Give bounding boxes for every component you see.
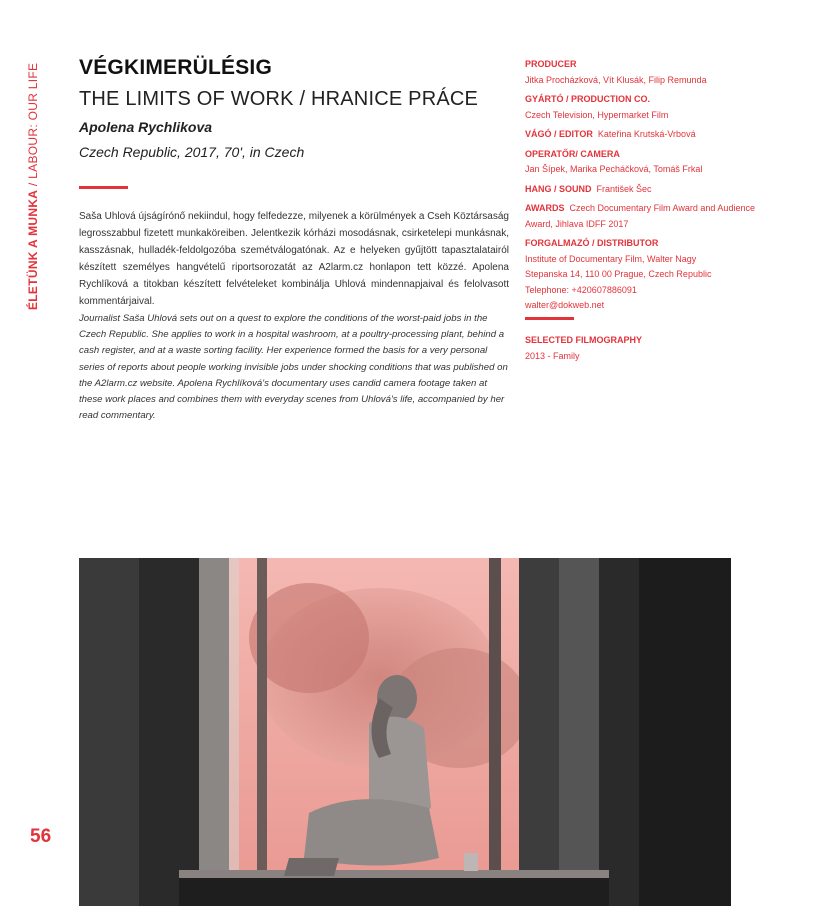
- description-english: Journalist Saša Uhlová sets out on a quest to explore the conditions of the worst-paid jobs in the Czech Republic. She applies to work in a hospital washroom, at a poultry-processing plant, behind a cash register, and at a waste sorting facility. Her experience formed the basis for a very personal series of reports about people working invisible jobs under shocking conditions that was published on the A2larm.cz website. Apolena Rychlíková's documentary uses candid camera footage taken at these work places and combines them with everyday scenes from Uhlová's life, accompanied by her read commentary.: [79, 313, 508, 422]
- producer-label: PRODUCER: [525, 59, 577, 69]
- film-title-english: THE LIMITS OF WORK / HRANICE PRÁCE: [79, 88, 479, 110]
- production-value: Czech Television, Hypermarket Film: [525, 109, 669, 120]
- distributor-label: FORGALMAZÓ / DISTRIBUTOR: [525, 238, 659, 248]
- director-name: Apolena Rychlikova: [79, 119, 213, 135]
- description-hungarian: Saša Uhlová újságírónő nekiindul, hogy felfedezze, milyenek a körülmények a Cseh Köztársaság legrosszabbul fizetett munkaköreiben. Jelentkezik kórházi mosodásnak, csirketelepi munkásnak, kasszásnak, hulladék-feldolgozóba szemétválogatónak. Az e helyeken gyűjtött tapasztalatairól készített személyes hangvételű riportsorozatát az A2larm.cz honlapon tett közzé. Apolena Rychlíková a titokban készített felvételeket kombinálja Uhlová mindennapjaival és felolvasott kommentárjaival.: [79, 211, 509, 307]
- page-number: 56: [30, 826, 52, 847]
- editor-row: [525, 127, 755, 143]
- sound-value: František Šec: [596, 183, 652, 194]
- film-still: [79, 558, 731, 906]
- section-label-bold: ÉLETÜNK A MUNKA: [26, 189, 40, 310]
- awards-value: Czech Documentary Film Award and Audience Award, Jihlava IDFF 2017: [525, 203, 755, 229]
- filmography-value: 2013 - Family: [525, 350, 580, 361]
- title-divider: [79, 186, 128, 189]
- sound-row: [525, 182, 755, 198]
- section-label-rest: / LABOUR: OUR LIFE: [26, 62, 40, 190]
- distributor-email: walter@dokweb.net: [525, 300, 605, 310]
- film-title-hungarian: VÉGKIMERÜLÉSIG: [79, 56, 272, 79]
- editor-label: VÁGÓ / EDITOR: [525, 129, 593, 139]
- section-label: [26, 63, 40, 310]
- production-label: GYÁRTÓ / PRODUCTION CO.: [525, 94, 651, 104]
- camera-label: OPERATŐR/ CAMERA: [525, 148, 620, 159]
- awards-label: AWARDS: [525, 203, 565, 213]
- editor-value: Kateřina Krutská-Vrbová: [597, 129, 696, 139]
- film-still-illustration: [79, 558, 731, 906]
- filmography-label: SELECTED FILMOGRAPHY: [525, 335, 643, 345]
- camera-value: Jan Šípek, Marika Pecháčková, Tomáš Frkal: [525, 164, 703, 174]
- filmography-block: [525, 333, 755, 364]
- distributor-phone: Telephone: +420607886091: [525, 284, 637, 295]
- distributor-line: Institute of Documentary Film, Walter Nagy: [525, 253, 697, 264]
- producer-value: Jitka Procházková, Vít Klusák, Filip Remunda: [525, 74, 707, 85]
- credits-column: [525, 57, 755, 314]
- film-meta: Czech Republic, 2017, 70', in Czech: [79, 144, 305, 160]
- sound-label: HANG / SOUND: [525, 183, 592, 194]
- credits-divider: [525, 317, 574, 320]
- awards-row: [525, 201, 755, 232]
- distributor-line: Stepanska 14, 110 00 Prague, Czech Republic: [525, 269, 712, 279]
